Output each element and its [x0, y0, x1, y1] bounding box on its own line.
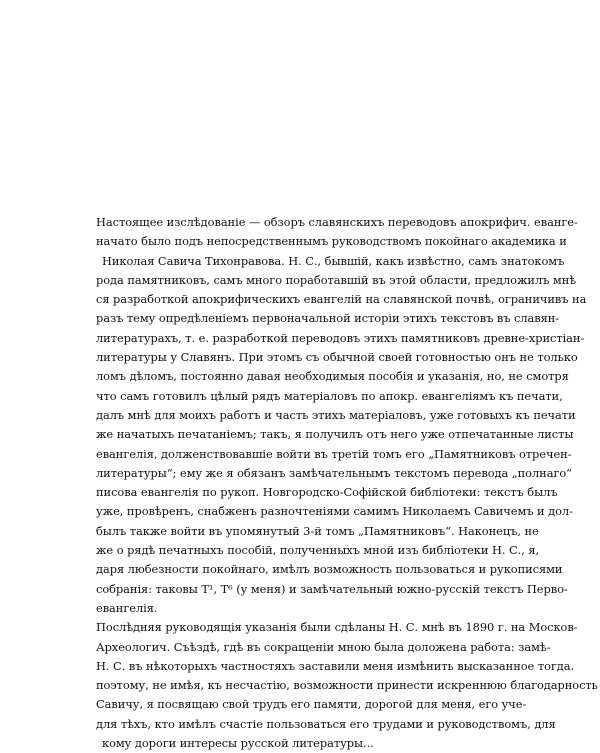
text-line: разъ тему опредѣленіемъ первоначальной исторіи этихъ текстовъ въ славян- — [96, 311, 560, 326]
text-line: собранія: таковы Т¹, Т⁶ (у меня) и замѣчательный южно-русскій текстъ Перво- — [96, 581, 568, 596]
text-line: Савичу, я посвящаю свой трудъ его памяти, дорогой для меня, его уче- — [96, 697, 527, 712]
text-line: кому дороги интересы русской литературы... — [102, 736, 374, 751]
text-line: ся разработкой апокрифическихъ евангелій на славянской почвѣ, ограничивъ на — [96, 292, 587, 307]
text-line: былъ также войти въ упомянутый 3-й томъ „Памятниковъ“. Наконецъ, не — [96, 523, 539, 538]
text-line: что самъ готовилъ цѣлый рядъ матеріаловъ по апокр. евангеліямъ къ печати, — [96, 388, 563, 403]
text-line: Послѣдняя руководящія указанія были сдѣланы Н. С. мнѣ въ 1890 г. на Москов- — [96, 620, 578, 635]
text-line: рода памятниковъ, самъ много поработавшій въ этой области, предложилъ мнѣ — [96, 272, 577, 287]
text-line: Николая Савича Тихонравова. Н. С., бывшій, какъ извѣстно, самъ знатокомъ — [102, 253, 565, 268]
text-line: евангелія. — [96, 600, 158, 615]
text-line: Н. С. въ нѣкоторыхъ частностяхъ заставили меня измѣнить высказанное тогда. — [96, 658, 575, 673]
text-line: ломъ дѣломъ, постоянно давая необходимыя пособія и указанія, но, не смотря — [96, 369, 569, 384]
text-line: же начатыхъ печатаніемъ; такъ, я получилъ отъ него уже отпечатанные листы — [96, 427, 574, 442]
text-line: далъ мнѣ для моихъ работъ и часть этихъ матеріаловъ, уже готовыхъ къ печати — [96, 407, 576, 422]
text-line: начато было подъ непосредственнымъ руководствомъ покойнаго академика и — [96, 234, 567, 249]
text-line: писова евангелія по рукоп. Новгородско-Софійской библіотеки: текстъ былъ — [96, 485, 558, 500]
text-line: для тѣхъ, кто имѣлъ счастіе пользоваться его трудами и руководствомъ, для — [96, 716, 556, 731]
text-block — [96, 213, 598, 753]
text-line: поэтому, не имѣя, къ несчастію, возможности принести искреннюю благодарность — [96, 678, 598, 693]
text-line: евангелія, долженствовавшіе войти въ третій томъ его „Памятниковъ отречен- — [96, 446, 572, 461]
text-line: литературы у Славянъ. При этомъ съ обычной своей готовностью онъ не только — [96, 350, 578, 365]
text-line: же о рядѣ печатныхъ пособій, полученныхъ мной изъ библіотеки Н. С., я, — [96, 543, 540, 558]
text-line: литературахъ, т. е. разработкой переводовъ этихъ памятниковъ древне-христіан- — [96, 330, 585, 345]
text-line: даря любезности покойнаго, имѣлъ возможность пользоваться и рукописями — [96, 562, 563, 577]
text-line: литературы“; ему же я обязанъ замѣчательнымъ текстомъ перевода „полнаго“ — [96, 465, 572, 480]
text-line: Археологич. Съѣздѣ, гдѣ въ сокращеніи мною была доложена работа: замѣ- — [96, 639, 551, 654]
text-line: Настоящее изслѣдованіе — обзоръ славянскихъ переводовъ апокрифич. еванге- — [96, 215, 578, 229]
text-line: уже, провѣренъ, снабженъ разночтеніями самимъ Николаемъ Савичемъ и дол- — [96, 504, 573, 519]
